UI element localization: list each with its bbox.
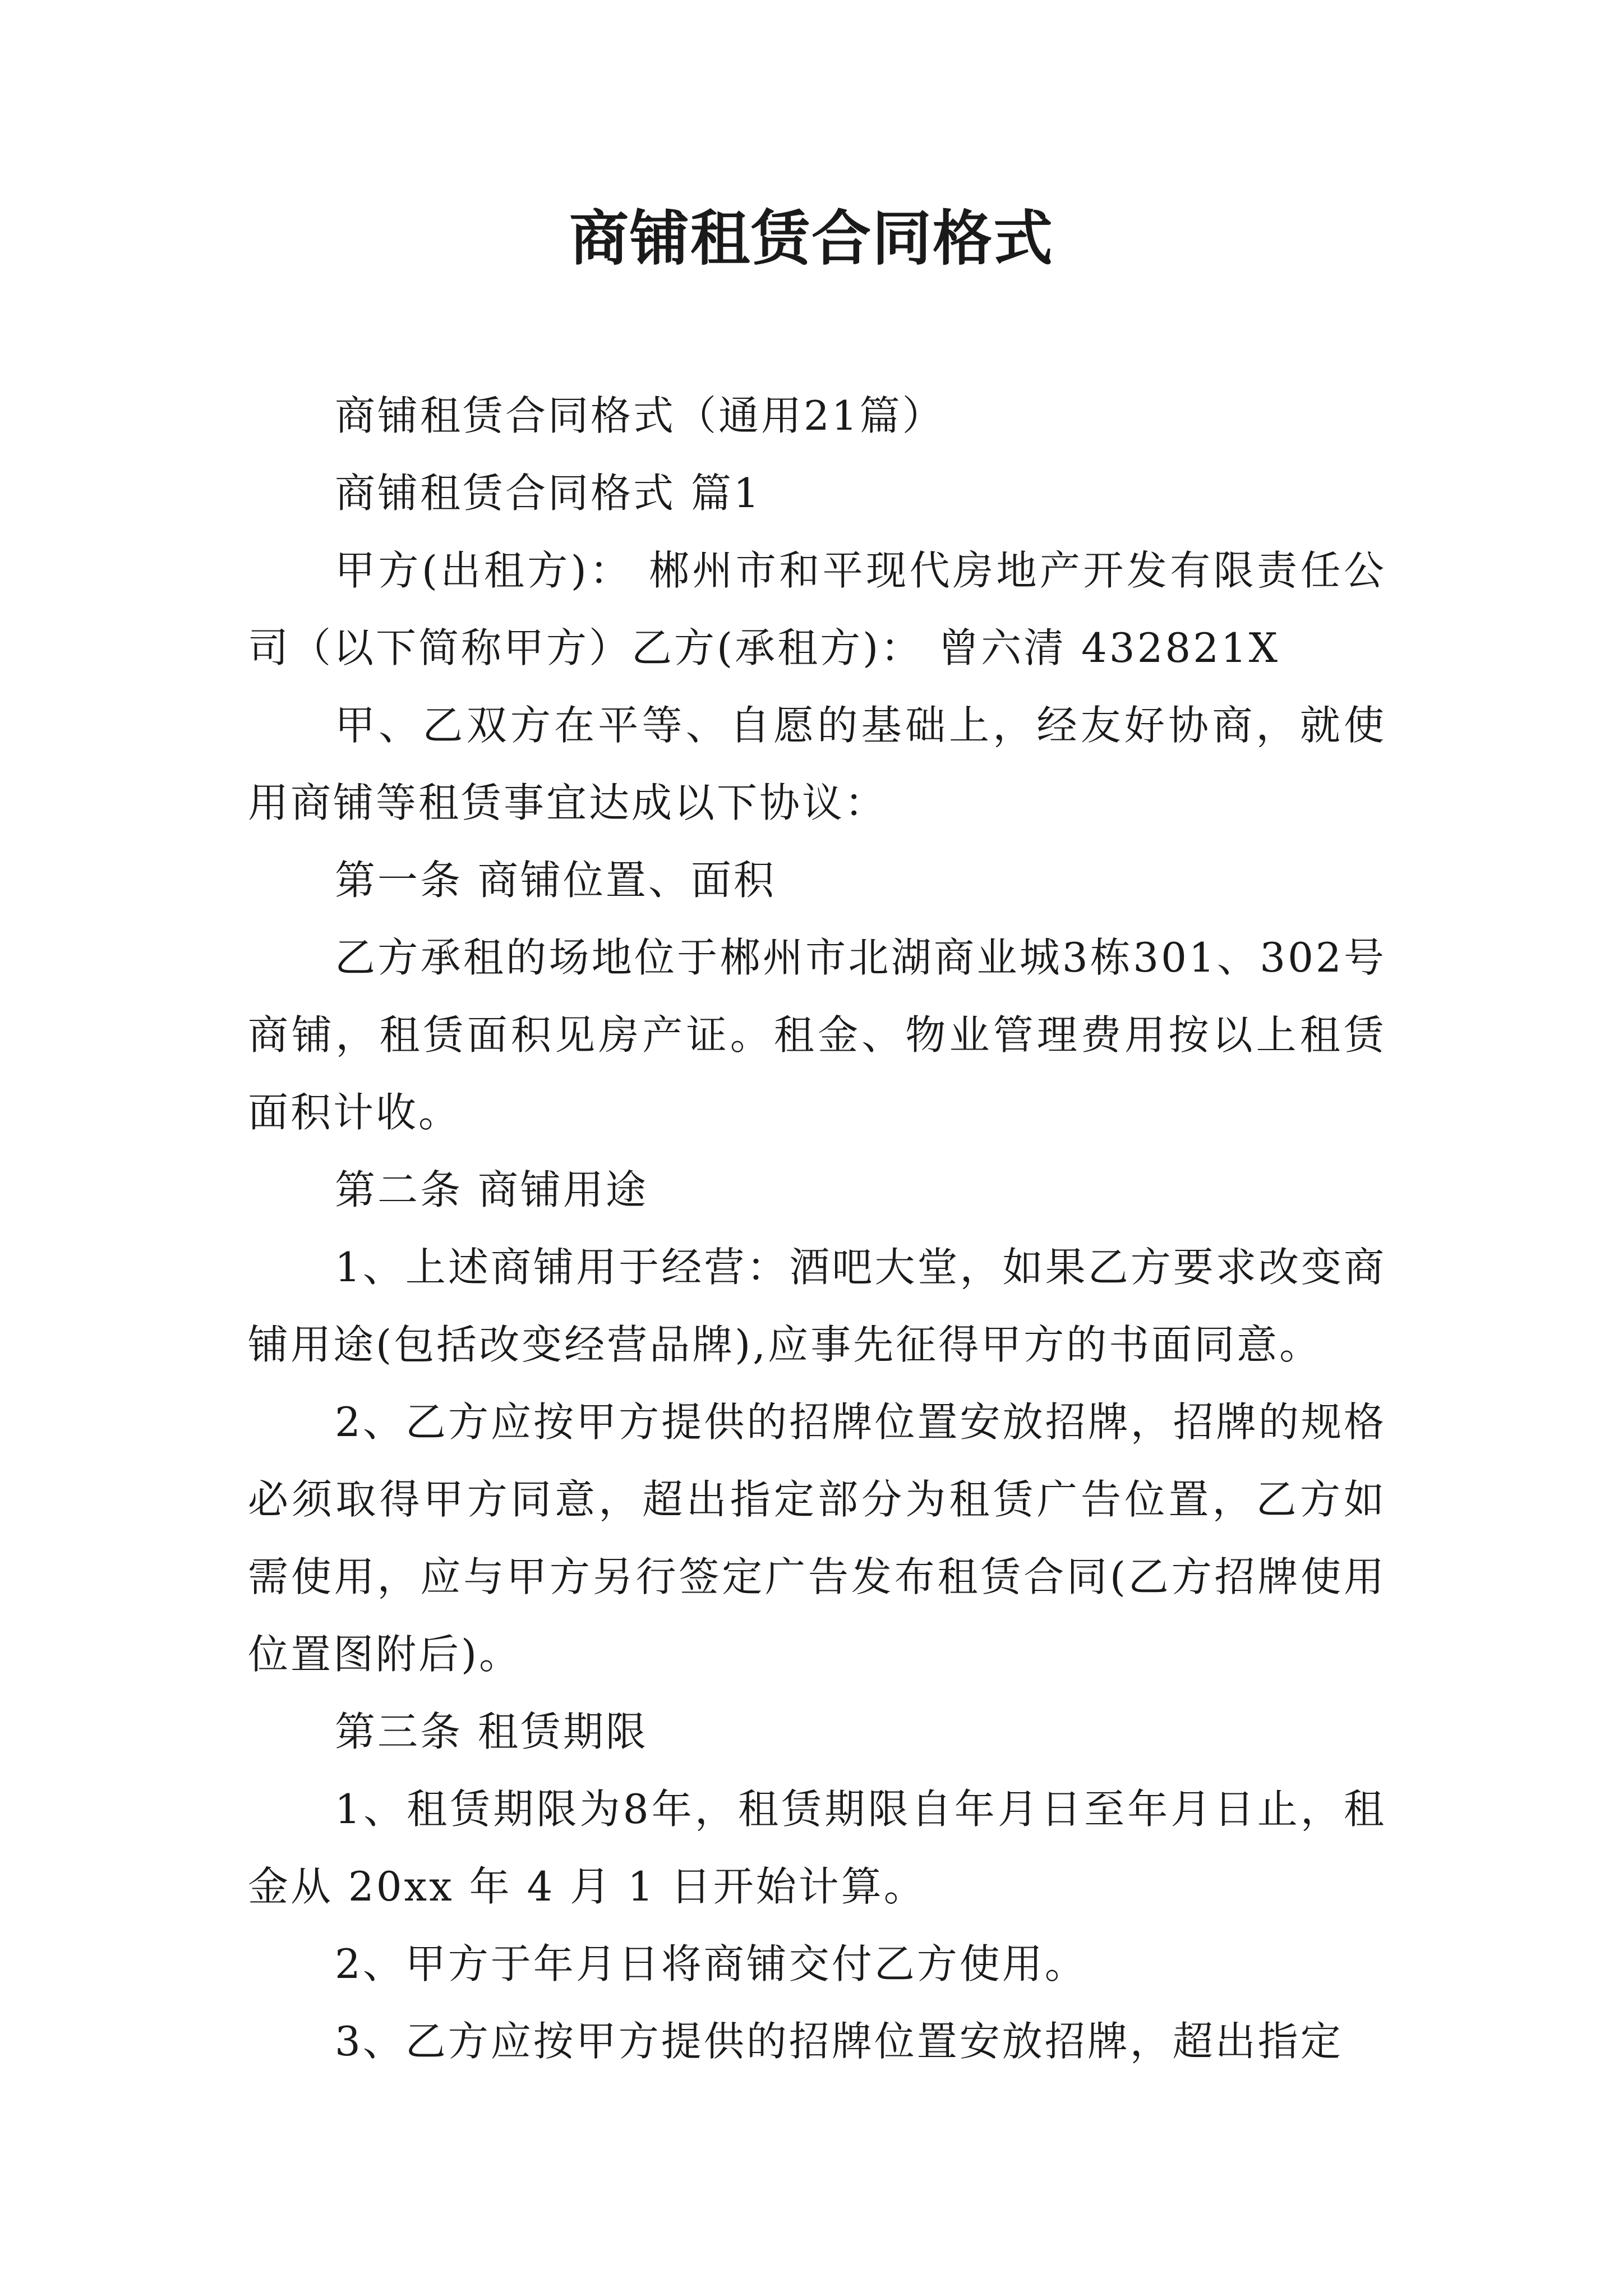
- article-3-heading: 第三条 租赁期限: [335, 1708, 648, 1755]
- article-3-clause-3: 3、乙方应按甲方提供的招牌位置安放招牌，超出指定: [335, 2018, 1343, 2065]
- article-1-heading: 第一条 商铺位置、面积: [335, 857, 776, 904]
- article-3-clause-2: 2、甲方于年月日将商铺交付乙方使用。: [335, 1940, 1087, 1987]
- article-2-clause-2: 2、乙方应按甲方提供的招牌位置安放招牌，招牌的规格必须取得甲方同意，超出指定部分为租赁广告位置，乙方如需使用，应与甲方另行签定广告发布租赁合同(乙方招牌使用位置图附后)。: [248, 1398, 1386, 1678]
- article-2-heading: 第二条 商铺用途: [335, 1166, 648, 1213]
- paragraph-intro-title: 商铺租赁合同格式（通用21篇）: [335, 392, 945, 439]
- paragraph-parties: 甲方(出租方)： 郴州市和平现代房地产开发有限责任公司（以下简称甲方）乙方(承租方)： 曾六清 432821X: [248, 547, 1386, 671]
- document-title: 商铺租赁合同格式: [569, 203, 1054, 273]
- paragraph-agreement-preamble: 甲、乙双方在平等、自愿的基础上，经友好协商，就使用商铺等租赁事宜达成以下协议：: [248, 702, 1386, 826]
- article-1-body: 乙方承租的场地位于郴州市北湖商业城3栋301、302号商铺，租赁面积见房产证。租金、物业管理费用按以上租赁面积计收。: [248, 934, 1386, 1136]
- document-body: [248, 377, 1386, 2080]
- article-3-clause-1: 1、租赁期限为8年，租赁期限自年月日至年月日止，租金从 20xx 年 4 月 1 日开始计算。: [248, 1786, 1386, 1910]
- paragraph-chapter-heading: 商铺租赁合同格式 篇1: [335, 470, 762, 517]
- article-2-clause-1: 1、上述商铺用于经营：酒吧大堂，如果乙方要求改变商铺用途(包括改变经营品牌),应事先征得甲方的书面同意。: [248, 1244, 1386, 1368]
